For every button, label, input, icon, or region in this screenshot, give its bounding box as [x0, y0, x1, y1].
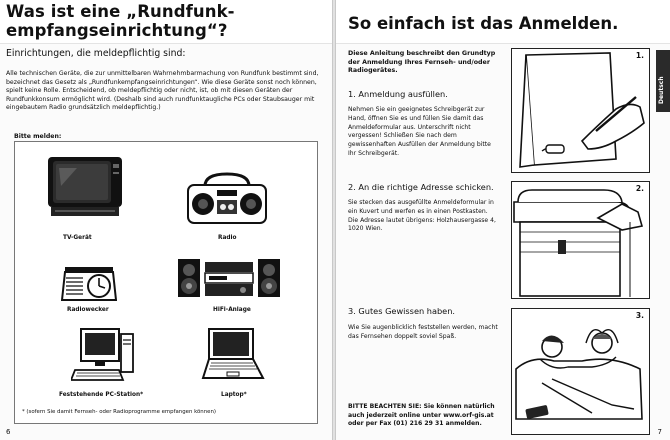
step-1-text: Nehmen Sie ein geeignetes Schreibgerät zur Hand, öffnen Sie es und füllen Sie damit das Anmeldeformular aus. Unterschrift nicht vergessen! Schließen Sie nach dem gewissenhaften Ausfüllen der Anmeldung bitte Ihr Schreibgerät. — [348, 106, 491, 157]
step-3-panel — [511, 308, 650, 435]
page-number-right: 7 — [657, 428, 662, 436]
devices-box — [14, 141, 318, 424]
device-label-radiowecker: Radiowecker — [67, 307, 109, 313]
step-3-text: Wie Sie augenblicklich feststellen werden, macht das Fernsehen doppelt soviel Spaß. — [348, 324, 498, 340]
language-tab-label: Deutsch — [658, 76, 665, 104]
step-2-number: 2. — [635, 184, 644, 193]
step-1-panel — [511, 48, 650, 173]
hifi-system-icon — [177, 258, 281, 302]
left-title-bar — [0, 0, 332, 44]
report-label: Bitte melden: — [14, 133, 62, 140]
right-title-bar — [336, 0, 670, 44]
mailbox-icon — [512, 182, 648, 297]
left-page — [0, 0, 332, 440]
left-page-title: Was ist eine „Rundfunk-empfangseinrichtung“? — [6, 2, 235, 40]
device-label-laptop: Laptop* — [221, 392, 247, 398]
right-page — [336, 0, 670, 440]
page-number-left: 6 — [6, 428, 11, 436]
step-2-text: Sie stecken das ausgefüllte Anmeldeformular in ein Kuvert und werfen es in einen Postkasten. Die Adresse lautet übrigens: Holzhausergasse 4, 1020 Wien. — [348, 199, 496, 233]
writing-hand-icon — [512, 49, 648, 171]
meldepflichtig-subheading: Einrichtungen, die meldepflichtig sind: — [6, 48, 186, 59]
step-3-title: 3. Gutes Gewissen haben. — [348, 306, 456, 316]
step-1-number: 1. — [635, 51, 644, 60]
step-1-title: 1. Anmeldung ausfüllen. — [348, 89, 448, 99]
intro-paragraph: Alle technischen Geräte, die zur unmittelbaren Wahrnehmbarmachung von Rundfunk bestimmt sind, bezeichnet das Gesetz als „Rundfunkempfangseinrichtungen“. Wie diese Geräte sonst noch können, spielt keine Rolle. Entscheidend, ob meldepflichtig oder nicht, ist, ob mit diesen Geräten der Rundfunkkonsum ermöglicht wird. (Deshalb sind auch rundfunktaugliche PCs oder Staubsauger mit eingebautem Radio grundsätzlich meldepflichtig.) — [6, 70, 319, 112]
step-2-panel — [511, 181, 650, 299]
radio-icon — [187, 172, 267, 228]
tv-icon — [47, 156, 123, 222]
desktop-pc-icon — [71, 328, 135, 388]
lead-paragraph: Diese Anleitung beschreibt den Grundtyp der Anmeldung Ihres Fernseh- und/oder Radiogerätes. — [348, 50, 496, 75]
right-page-title: So einfach ist das Anmelden. — [348, 14, 619, 33]
device-label-hifi: HiFi-Anlage — [213, 307, 251, 313]
step-2-title: 2. An die richtige Adresse schicken. — [348, 182, 494, 192]
language-tab[interactable] — [656, 50, 670, 112]
footnote: * (sofern Sie damit Fernseh- oder Radioprogramme empfangen können) — [22, 409, 216, 415]
step-3-number: 3. — [635, 311, 644, 320]
laptop-icon — [201, 328, 265, 388]
device-label-pc: Feststehende PC-Station* — [59, 392, 144, 398]
radio-alarm-clock-icon — [61, 264, 117, 306]
relaxing-couple-icon — [512, 309, 648, 433]
device-label-tv: TV-Gerät — [63, 235, 92, 241]
device-label-radio: Radio — [218, 235, 237, 241]
notice-paragraph: BITTE BEACHTEN SIE: Sie können natürlich auch jederzeit online unter www.orf-gis.at oder per Fax (01) 216 29 31 anmelden. — [348, 403, 495, 428]
